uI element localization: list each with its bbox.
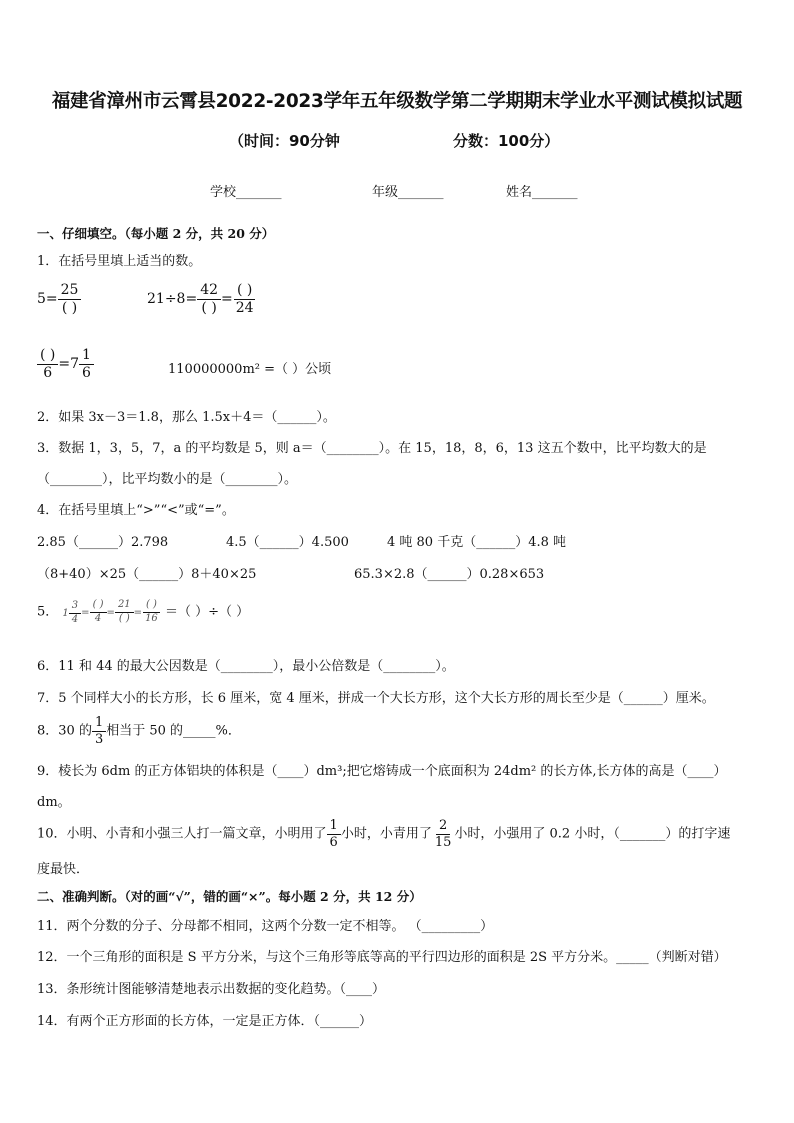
q5-fraction-1-den: 4 <box>94 612 102 624</box>
q1-fraction-4-num: ( ) <box>37 348 58 365</box>
q1-expr-2-equals: = <box>221 291 233 308</box>
q1-expr-3-equals: =7 <box>58 356 80 373</box>
name-field: 姓名_______ <box>506 185 578 200</box>
q1-fraction-2 <box>197 283 221 315</box>
q1-fraction-2-num: 42 <box>197 283 221 300</box>
q10-fraction-2-num: 2 <box>436 819 450 835</box>
question-10-line-1 <box>37 819 730 849</box>
q1-fraction-4 <box>37 348 58 380</box>
q10-suffix: 小时，小强用了 0.2 小时，（_______）的打字速 <box>454 826 731 842</box>
q5-mixed-number <box>62 600 81 625</box>
q1-fraction-3 <box>233 283 257 315</box>
question-2: 2．如果 3x－3＝1.8，那么 1.5x＋4＝（______）。 <box>37 410 336 425</box>
q1-fraction-3-num: ( ) <box>234 283 255 300</box>
q1-fraction-1-num: 25 <box>58 283 82 300</box>
q5-label: 5． <box>37 604 59 620</box>
question-10-line-2: 度最快． <box>37 862 90 877</box>
question-8 <box>37 716 241 746</box>
q5-fraction-2-den: ( ) <box>118 612 130 624</box>
q8-fraction-num: 1 <box>92 716 106 732</box>
section-2-heading: 二、准确判断。（对的画“√”，错的画“×”。每小题 2 分，共 12 分） <box>37 889 422 904</box>
question-9-line-1: 9．棱长为 6dm 的正方体铝块的体积是（____）dm³;把它熔铸成一个底面积为 24dm² 的长方体,长方体的高是（____） <box>37 764 727 779</box>
question-5: 5． 1 $\frac{3}{4}$ = $\frac{( )}{4}$ = $\frac{21}{( )}$ = $\frac{( )}{16}$ ＝（ ）÷（ ） <box>37 599 250 625</box>
q5-mixed-whole: 1 <box>62 607 69 619</box>
q4-compare-2: 4.5（______）4.500 <box>226 535 349 550</box>
q5-fraction-3 <box>142 600 161 624</box>
q8-fraction-den: 3 <box>94 731 104 747</box>
q5-mixed-fraction <box>69 601 81 625</box>
q5-fraction-1 <box>90 600 107 624</box>
q8-suffix: 相当于 50 的_____%． <box>106 723 241 739</box>
question-6: 6．11 和 44 的最大公因数是（________），最小公倍数是（________）。 <box>37 659 455 674</box>
q1-fraction-5-den: 6 <box>82 364 91 381</box>
question-4: 4．在括号里填上“>”“<”或“=”。 <box>37 503 235 518</box>
q1-expr-3 <box>37 348 94 380</box>
q1-fraction-5 <box>79 348 94 380</box>
question-14: 14．有两个正方形面的长方体，一定是正方体．（______） <box>37 1014 373 1029</box>
q10-prefix: 10．小明、小青和小强三人打一篇文章，小明用了 <box>37 826 327 842</box>
q1-expr-1 <box>37 283 81 315</box>
q1-expr-2-prefix: 21÷8= <box>147 291 198 308</box>
q1-fraction-2-den: ( ) <box>201 299 217 316</box>
exam-title: 福建省漳州市云霄县2022-2023学年五年级数学第二学期期末学业水平测试模拟试题 <box>51 91 743 112</box>
q5-fraction-3-den: 16 <box>145 612 158 624</box>
q4-compare-4: （8+40）×25（______）8＋40×25 <box>37 567 257 582</box>
q8-prefix: 8．30 的 <box>37 723 92 739</box>
q5-fraction-2-num: 21 <box>115 600 134 613</box>
q1-expr-4: 110000000m² =（ ）公顷 <box>168 362 332 377</box>
subtitle-time: （时间：90分钟 <box>229 132 340 150</box>
q10-fraction-2-den: 15 <box>434 834 452 850</box>
q4-compare-5: 65.3×2.8（______）0.28×653 <box>354 567 545 582</box>
q10-fraction-1-num: 1 <box>327 819 341 835</box>
q1-expr-1-prefix: 5= <box>37 291 58 308</box>
question-3-line-1: 3．数据 1，3，5，7，a 的平均数是 5，则 a＝（________）。在 15，18，8，6，13 这五个数中，比平均数大的是 <box>37 441 707 456</box>
q5-mixed-num: 3 <box>69 601 81 614</box>
q4-compare-1: 2.85（______）2.798 <box>37 535 169 550</box>
q10-fraction-2 <box>432 819 455 849</box>
q5-fraction-2 <box>115 600 134 624</box>
q4-compare-3: 4 吨 80 千克（______）4.8 吨 <box>387 535 567 550</box>
question-12: 12．一个三角形的面积是 S 平方分米，与这个三角形等底等高的平行四边形的面积是 2S 平方分米。_____（判断对错） <box>37 950 727 965</box>
q10-middle: 小时，小青用了 <box>340 826 432 842</box>
q10-fraction-1-den: 6 <box>329 834 338 850</box>
question-3-line-2: （________），比平均数小的是（________）。 <box>37 472 298 487</box>
grade-field: 年级_______ <box>372 185 444 200</box>
q10-fraction-1 <box>327 819 341 849</box>
q5-fraction-3-num: ( ) <box>143 600 160 613</box>
q1-expr-2 <box>147 283 257 315</box>
q5-mixed-den: 4 <box>71 613 79 625</box>
q1-fraction-4-den: 6 <box>43 364 53 381</box>
question-13: 13．条形统计图能够清楚地表示出数据的变化趋势。（____） <box>37 982 386 997</box>
school-field: 学校_______ <box>210 185 282 200</box>
q5-tail: ＝（ ）÷（ ） <box>164 604 250 620</box>
q1-fraction-1 <box>58 283 82 315</box>
question-11: 11．两个分数的分子、分母都不相同，这两个分数一定不相等。 （_________） <box>37 919 494 934</box>
q5-fraction-1-num: ( ) <box>90 600 107 613</box>
q1-fraction-1-den: ( ) <box>61 299 78 316</box>
subtitle-score: 分数：100分） <box>453 132 560 150</box>
q1-fraction-3-den: 24 <box>235 299 254 316</box>
q1-fraction-5-num: 1 <box>79 348 94 365</box>
q8-fraction <box>92 716 106 746</box>
question-1: 1．在括号里填上适当的数。 <box>37 254 202 269</box>
section-1-heading: 一、仔细填空。（每小题 2 分，共 20 分） <box>37 226 275 241</box>
question-7: 7．5 个同样大小的长方形，长 6 厘米，宽 4 厘米，拼成一个大长方形，这个大长方形的周长至少是（______）厘米。 <box>37 691 715 706</box>
question-9-line-2: dm。 <box>37 795 71 810</box>
